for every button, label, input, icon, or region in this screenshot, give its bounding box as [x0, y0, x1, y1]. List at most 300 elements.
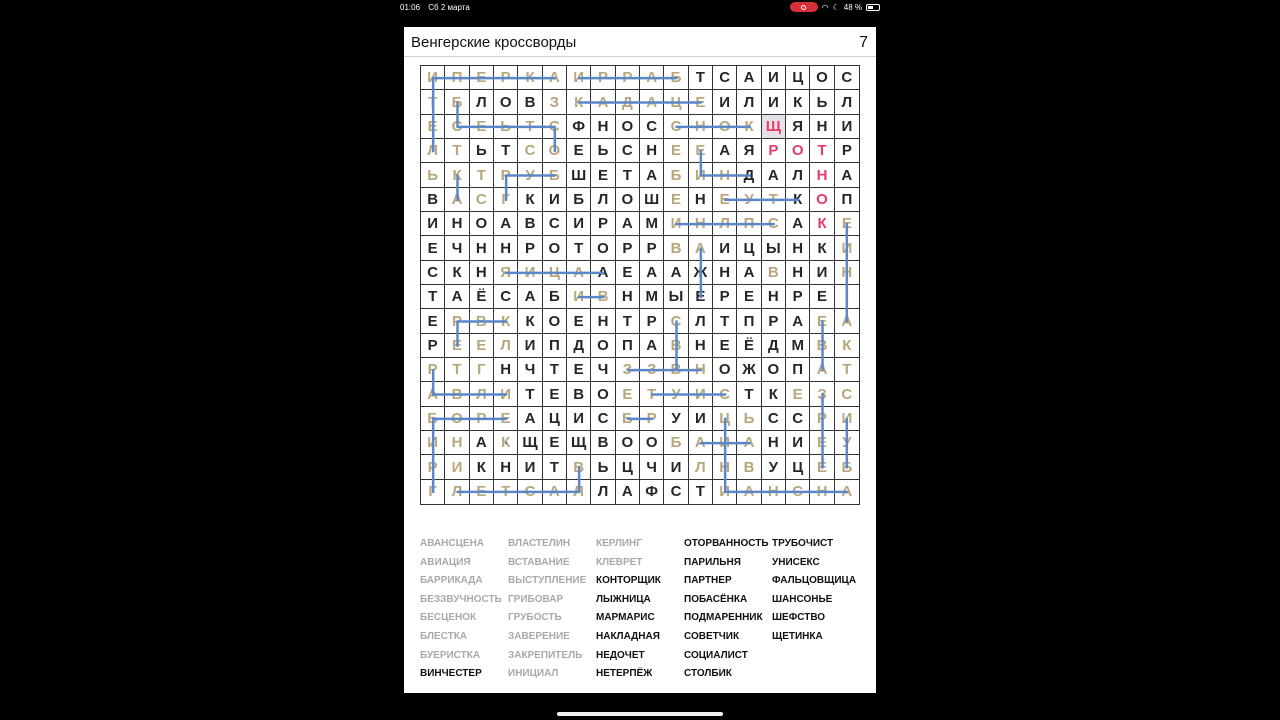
- grid-cell[interactable]: Н: [494, 358, 518, 382]
- grid-cell[interactable]: С: [640, 115, 664, 139]
- grid-cell[interactable]: Т: [567, 236, 591, 260]
- grid-cell[interactable]: Е: [616, 382, 640, 406]
- grid-cell[interactable]: К: [810, 236, 834, 260]
- grid-cell[interactable]: Ф: [640, 480, 664, 504]
- grid-cell[interactable]: О: [616, 431, 640, 455]
- grid-cell[interactable]: В: [567, 382, 591, 406]
- grid-cell[interactable]: З: [640, 358, 664, 382]
- grid-cell[interactable]: О: [810, 66, 834, 90]
- grid-cell[interactable]: А: [737, 480, 761, 504]
- grid-cell[interactable]: П: [445, 66, 469, 90]
- grid-cell[interactable]: [835, 285, 859, 309]
- grid-cell[interactable]: Т: [445, 358, 469, 382]
- grid-cell[interactable]: Л: [567, 480, 591, 504]
- grid-cell[interactable]: Н: [689, 334, 713, 358]
- grid-cell[interactable]: Б: [543, 163, 567, 187]
- grid-cell[interactable]: Н: [689, 188, 713, 212]
- grid-cell[interactable]: С: [543, 115, 567, 139]
- grid-cell[interactable]: Ы: [762, 236, 786, 260]
- grid-cell[interactable]: Е: [470, 480, 494, 504]
- grid-cell[interactable]: К: [737, 115, 761, 139]
- grid-cell[interactable]: Т: [640, 382, 664, 406]
- grid-cell[interactable]: А: [616, 212, 640, 236]
- grid-cell[interactable]: И: [713, 90, 737, 114]
- grid-cell[interactable]: Р: [591, 66, 615, 90]
- grid-cell[interactable]: В: [664, 358, 688, 382]
- grid-cell[interactable]: Л: [591, 188, 615, 212]
- home-indicator[interactable]: [557, 712, 723, 716]
- grid-cell[interactable]: Е: [810, 309, 834, 333]
- grid-cell[interactable]: А: [737, 431, 761, 455]
- grid-cell[interactable]: К: [445, 261, 469, 285]
- grid-cell[interactable]: О: [713, 115, 737, 139]
- grid-cell[interactable]: Б: [543, 285, 567, 309]
- grid-cell[interactable]: А: [737, 66, 761, 90]
- grid-cell[interactable]: А: [591, 90, 615, 114]
- grid-cell[interactable]: Н: [494, 236, 518, 260]
- grid-cell[interactable]: И: [421, 66, 445, 90]
- grid-cell[interactable]: Ш: [567, 163, 591, 187]
- grid-cell[interactable]: С: [543, 212, 567, 236]
- grid-cell[interactable]: И: [762, 66, 786, 90]
- grid-cell[interactable]: С: [664, 115, 688, 139]
- grid-cell[interactable]: С: [591, 407, 615, 431]
- grid-cell[interactable]: Н: [445, 431, 469, 455]
- grid-cell[interactable]: В: [445, 382, 469, 406]
- grid-cell[interactable]: Р: [835, 139, 859, 163]
- grid-cell[interactable]: С: [616, 139, 640, 163]
- grid-cell[interactable]: П: [737, 212, 761, 236]
- grid-cell[interactable]: Р: [518, 236, 542, 260]
- grid-cell[interactable]: И: [664, 212, 688, 236]
- grid-cell[interactable]: П: [835, 188, 859, 212]
- grid-cell[interactable]: Р: [640, 309, 664, 333]
- grid-cell[interactable]: Д: [737, 163, 761, 187]
- grid-cell[interactable]: А: [786, 212, 810, 236]
- grid-cell[interactable]: И: [835, 115, 859, 139]
- grid-cell[interactable]: Ё: [470, 285, 494, 309]
- grid-cell[interactable]: О: [494, 90, 518, 114]
- grid-cell[interactable]: В: [664, 236, 688, 260]
- grid-cell[interactable]: И: [421, 212, 445, 236]
- grid-cell[interactable]: Н: [762, 431, 786, 455]
- grid-cell[interactable]: Е: [689, 285, 713, 309]
- grid-cell[interactable]: Ы: [664, 285, 688, 309]
- grid-cell[interactable]: А: [445, 285, 469, 309]
- grid-cell[interactable]: Т: [470, 163, 494, 187]
- grid-cell[interactable]: З: [810, 382, 834, 406]
- grid-cell[interactable]: С: [470, 188, 494, 212]
- grid-cell[interactable]: Я: [494, 261, 518, 285]
- grid-cell[interactable]: Ч: [518, 358, 542, 382]
- grid-cell[interactable]: Т: [518, 382, 542, 406]
- grid-cell[interactable]: Е: [737, 285, 761, 309]
- grid-cell[interactable]: О: [543, 139, 567, 163]
- grid-cell[interactable]: Р: [616, 66, 640, 90]
- grid-cell[interactable]: А: [640, 66, 664, 90]
- grid-cell[interactable]: Щ: [567, 431, 591, 455]
- grid-cell[interactable]: Е: [713, 188, 737, 212]
- grid-cell[interactable]: Т: [616, 163, 640, 187]
- grid-cell[interactable]: С: [664, 309, 688, 333]
- grid-cell[interactable]: А: [689, 431, 713, 455]
- grid-cell[interactable]: Ц: [786, 455, 810, 479]
- grid-cell[interactable]: В: [421, 188, 445, 212]
- grid-cell[interactable]: Ч: [445, 236, 469, 260]
- grid-cell[interactable]: Ц: [713, 407, 737, 431]
- grid-cell[interactable]: Н: [762, 480, 786, 504]
- grid-cell[interactable]: Н: [591, 309, 615, 333]
- grid-cell[interactable]: Б: [445, 90, 469, 114]
- grid-cell[interactable]: Л: [713, 212, 737, 236]
- grid-cell[interactable]: В: [664, 334, 688, 358]
- grid-cell[interactable]: С: [835, 66, 859, 90]
- grid-cell[interactable]: К: [567, 90, 591, 114]
- grid-cell[interactable]: В: [518, 90, 542, 114]
- grid-cell[interactable]: Л: [470, 90, 494, 114]
- grid-cell[interactable]: Т: [421, 285, 445, 309]
- grid-cell[interactable]: Р: [762, 309, 786, 333]
- grid-cell[interactable]: А: [835, 309, 859, 333]
- grid-cell[interactable]: П: [543, 334, 567, 358]
- grid-cell[interactable]: Р: [494, 163, 518, 187]
- grid-cell[interactable]: С: [518, 480, 542, 504]
- grid-cell[interactable]: Н: [810, 115, 834, 139]
- grid-cell[interactable]: Е: [689, 139, 713, 163]
- screen-recording-icon[interactable]: [790, 2, 818, 12]
- grid-cell[interactable]: Г: [470, 358, 494, 382]
- grid-cell[interactable]: Е: [664, 188, 688, 212]
- grid-cell[interactable]: И: [713, 431, 737, 455]
- grid-cell[interactable]: Т: [421, 90, 445, 114]
- grid-cell[interactable]: С: [494, 285, 518, 309]
- grid-cell[interactable]: Р: [786, 285, 810, 309]
- grid-cell[interactable]: А: [640, 334, 664, 358]
- grid-cell[interactable]: Б: [664, 66, 688, 90]
- grid-cell[interactable]: Ч: [640, 455, 664, 479]
- grid-cell[interactable]: Е: [810, 431, 834, 455]
- grid-cell[interactable]: И: [421, 431, 445, 455]
- grid-cell[interactable]: И: [835, 236, 859, 260]
- grid-cell[interactable]: В: [470, 309, 494, 333]
- grid-cell[interactable]: Р: [421, 358, 445, 382]
- grid-cell[interactable]: Д: [567, 334, 591, 358]
- grid-cell[interactable]: Ц: [543, 407, 567, 431]
- grid-cell[interactable]: А: [445, 188, 469, 212]
- grid-cell[interactable]: О: [762, 358, 786, 382]
- grid-cell[interactable]: К: [518, 188, 542, 212]
- grid-cell[interactable]: И: [567, 66, 591, 90]
- grid-cell[interactable]: А: [786, 309, 810, 333]
- grid-cell[interactable]: И: [762, 90, 786, 114]
- grid-cell[interactable]: К: [835, 334, 859, 358]
- grid-cell[interactable]: С: [518, 139, 542, 163]
- grid-cell[interactable]: В: [762, 261, 786, 285]
- grid-cell[interactable]: Р: [591, 212, 615, 236]
- grid-cell[interactable]: Ь: [470, 139, 494, 163]
- grid-cell[interactable]: Р: [762, 139, 786, 163]
- grid-cell[interactable]: К: [445, 163, 469, 187]
- grid-cell[interactable]: О: [543, 236, 567, 260]
- grid-cell[interactable]: К: [494, 309, 518, 333]
- grid-cell[interactable]: Е: [567, 358, 591, 382]
- grid-cell[interactable]: Н: [494, 455, 518, 479]
- grid-cell[interactable]: Е: [567, 139, 591, 163]
- grid-cell[interactable]: К: [810, 212, 834, 236]
- grid-cell[interactable]: Т: [835, 358, 859, 382]
- grid-cell[interactable]: Л: [421, 139, 445, 163]
- grid-cell[interactable]: Р: [616, 236, 640, 260]
- grid-cell[interactable]: Ч: [591, 358, 615, 382]
- grid-cell[interactable]: Е: [421, 236, 445, 260]
- grid-cell[interactable]: Е: [567, 309, 591, 333]
- grid-cell[interactable]: Н: [810, 480, 834, 504]
- grid-cell[interactable]: Н: [689, 115, 713, 139]
- grid-cell[interactable]: С: [445, 115, 469, 139]
- grid-cell[interactable]: Щ: [762, 115, 786, 139]
- grid-cell[interactable]: И: [786, 431, 810, 455]
- grid-cell[interactable]: С: [835, 382, 859, 406]
- grid-cell[interactable]: М: [786, 334, 810, 358]
- grid-cell[interactable]: А: [640, 261, 664, 285]
- grid-cell[interactable]: У: [835, 431, 859, 455]
- grid-cell[interactable]: Л: [445, 480, 469, 504]
- grid-cell[interactable]: Р: [421, 455, 445, 479]
- grid-cell[interactable]: Ё: [737, 334, 761, 358]
- grid-cell[interactable]: А: [640, 163, 664, 187]
- grid-cell[interactable]: А: [841, 483, 853, 501]
- grid-cell[interactable]: А: [640, 90, 664, 114]
- grid-cell[interactable]: Е: [543, 382, 567, 406]
- grid-cell[interactable]: Я: [786, 115, 810, 139]
- grid-cell[interactable]: Л: [786, 163, 810, 187]
- grid-cell[interactable]: А: [835, 163, 859, 187]
- grid-cell[interactable]: Р: [421, 334, 445, 358]
- grid-cell[interactable]: А: [518, 407, 542, 431]
- grid-cell[interactable]: В: [567, 455, 591, 479]
- grid-cell[interactable]: К: [786, 90, 810, 114]
- grid-cell[interactable]: И: [567, 285, 591, 309]
- grid-cell[interactable]: В: [518, 212, 542, 236]
- grid-cell[interactable]: И: [567, 407, 591, 431]
- grid-cell[interactable]: О: [640, 431, 664, 455]
- grid-cell[interactable]: К: [762, 382, 786, 406]
- grid-cell[interactable]: О: [713, 358, 737, 382]
- grid-cell[interactable]: Н: [713, 163, 737, 187]
- grid-cell[interactable]: Л: [494, 334, 518, 358]
- grid-cell[interactable]: Я: [737, 139, 761, 163]
- grid-cell[interactable]: К: [518, 66, 542, 90]
- grid-cell[interactable]: И: [543, 188, 567, 212]
- grid-cell[interactable]: У: [737, 188, 761, 212]
- grid-cell[interactable]: И: [689, 407, 713, 431]
- grid-cell[interactable]: Ж: [737, 358, 761, 382]
- grid-cell[interactable]: Е: [470, 66, 494, 90]
- grid-cell[interactable]: О: [591, 236, 615, 260]
- grid-cell[interactable]: З: [543, 90, 567, 114]
- grid-cell[interactable]: И: [518, 261, 542, 285]
- grid-cell[interactable]: С: [786, 407, 810, 431]
- grid-cell[interactable]: У: [664, 382, 688, 406]
- grid-cell[interactable]: Т: [518, 115, 542, 139]
- grid-cell[interactable]: Н: [591, 115, 615, 139]
- grid-cell[interactable]: П: [737, 309, 761, 333]
- grid-cell[interactable]: Н: [835, 261, 859, 285]
- grid-cell[interactable]: А: [810, 358, 834, 382]
- grid-cell[interactable]: О: [786, 139, 810, 163]
- grid-cell[interactable]: И: [713, 480, 737, 504]
- grid-cell[interactable]: Т: [737, 382, 761, 406]
- grid-cell[interactable]: Д: [762, 334, 786, 358]
- grid-cell[interactable]: Н: [810, 163, 834, 187]
- grid-cell[interactable]: Е: [421, 309, 445, 333]
- grid-cell[interactable]: Т: [494, 480, 518, 504]
- grid-cell[interactable]: Р: [640, 236, 664, 260]
- grid-cell[interactable]: Ц: [786, 66, 810, 90]
- grid-cell[interactable]: Д: [616, 90, 640, 114]
- grid-cell[interactable]: А: [689, 236, 713, 260]
- grid-cell[interactable]: Е: [835, 212, 859, 236]
- grid-cell[interactable]: К: [494, 431, 518, 455]
- grid-cell[interactable]: С: [713, 66, 737, 90]
- grid-cell[interactable]: Е: [494, 407, 518, 431]
- grid-cell[interactable]: О: [616, 115, 640, 139]
- grid-cell[interactable]: Т: [689, 66, 713, 90]
- grid-cell[interactable]: К: [518, 309, 542, 333]
- grid-cell[interactable]: И: [494, 382, 518, 406]
- grid-cell[interactable]: А: [737, 261, 761, 285]
- grid-cell[interactable]: П: [616, 334, 640, 358]
- grid-cell[interactable]: С: [762, 407, 786, 431]
- grid-cell[interactable]: М: [640, 212, 664, 236]
- grid-cell[interactable]: У: [518, 163, 542, 187]
- grid-cell[interactable]: А: [616, 480, 640, 504]
- grid-cell[interactable]: О: [470, 212, 494, 236]
- grid-cell[interactable]: Е: [543, 431, 567, 455]
- grid-cell[interactable]: И: [518, 334, 542, 358]
- grid-cell[interactable]: Ь: [737, 407, 761, 431]
- grid-cell[interactable]: Б: [664, 431, 688, 455]
- grid-cell[interactable]: Ь: [494, 115, 518, 139]
- grid-cell[interactable]: Е: [664, 139, 688, 163]
- grid-cell[interactable]: В: [591, 431, 615, 455]
- grid-cell[interactable]: Ж: [689, 261, 713, 285]
- grid-cell[interactable]: Т: [810, 139, 834, 163]
- grid-cell[interactable]: Н: [689, 358, 713, 382]
- grid-cell[interactable]: Г: [421, 480, 445, 504]
- grid-cell[interactable]: П: [786, 358, 810, 382]
- grid-cell[interactable]: Л: [591, 480, 615, 504]
- grid-cell[interactable]: Л: [737, 90, 761, 114]
- grid-cell[interactable]: А: [762, 163, 786, 187]
- grid-cell[interactable]: Т: [543, 358, 567, 382]
- grid-cell[interactable]: И: [445, 455, 469, 479]
- grid-cell[interactable]: Б: [567, 188, 591, 212]
- grid-cell[interactable]: О: [591, 382, 615, 406]
- grid-cell[interactable]: Р: [810, 407, 834, 431]
- grid-cell[interactable]: Р: [640, 407, 664, 431]
- grid-cell[interactable]: Р: [470, 407, 494, 431]
- grid-cell[interactable]: Е: [810, 285, 834, 309]
- grid-cell[interactable]: Т: [494, 139, 518, 163]
- grid-cell[interactable]: И: [689, 382, 713, 406]
- grid-cell[interactable]: О: [591, 334, 615, 358]
- grid-cell[interactable]: И: [518, 455, 542, 479]
- grid-cell[interactable]: В: [810, 334, 834, 358]
- grid-cell[interactable]: С: [664, 480, 688, 504]
- grid-cell[interactable]: Т: [689, 480, 713, 504]
- grid-cell[interactable]: Р: [713, 285, 737, 309]
- grid-cell[interactable]: Н: [713, 455, 737, 479]
- grid-cell[interactable]: Ь: [810, 90, 834, 114]
- grid-cell[interactable]: Б: [421, 407, 445, 431]
- grid-cell[interactable]: Н: [689, 212, 713, 236]
- grid-cell[interactable]: А: [664, 261, 688, 285]
- grid-cell[interactable]: А: [543, 66, 567, 90]
- grid-cell[interactable]: Н: [640, 139, 664, 163]
- grid-cell[interactable]: Ф: [567, 115, 591, 139]
- grid-cell[interactable]: А: [543, 480, 567, 504]
- grid-cell[interactable]: Т: [616, 309, 640, 333]
- grid-cell[interactable]: И: [713, 236, 737, 260]
- grid-cell[interactable]: Е: [616, 261, 640, 285]
- grid-cell[interactable]: А: [470, 431, 494, 455]
- grid-cell[interactable]: И: [664, 455, 688, 479]
- grid-cell[interactable]: Ь: [591, 455, 615, 479]
- grid-cell[interactable]: Е: [786, 382, 810, 406]
- grid-cell[interactable]: З: [616, 358, 640, 382]
- grid-cell[interactable]: Б: [835, 455, 859, 479]
- grid-cell[interactable]: С: [762, 212, 786, 236]
- grid-cell[interactable]: А: [518, 285, 542, 309]
- grid-cell[interactable]: А: [713, 139, 737, 163]
- grid-cell[interactable]: Н: [445, 212, 469, 236]
- grid-cell[interactable]: К: [470, 455, 494, 479]
- grid-cell[interactable]: Ц: [737, 236, 761, 260]
- grid-cell[interactable]: М: [640, 285, 664, 309]
- grid-cell[interactable]: К: [786, 188, 810, 212]
- grid-cell[interactable]: Б: [664, 163, 688, 187]
- grid-cell[interactable]: У: [762, 455, 786, 479]
- grid-cell[interactable]: И: [689, 163, 713, 187]
- grid-cell[interactable]: Л: [689, 455, 713, 479]
- grid-cell[interactable]: Ь: [591, 139, 615, 163]
- grid-cell[interactable]: И: [567, 212, 591, 236]
- grid-cell[interactable]: Н: [786, 261, 810, 285]
- grid-cell[interactable]: О: [810, 188, 834, 212]
- grid-cell[interactable]: Ц: [543, 261, 567, 285]
- grid-cell[interactable]: Б: [616, 407, 640, 431]
- grid-cell[interactable]: С: [786, 480, 810, 504]
- grid-cell[interactable]: Ш: [640, 188, 664, 212]
- grid-cell[interactable]: Е: [470, 115, 494, 139]
- grid-cell[interactable]: А: [421, 382, 445, 406]
- grid-cell[interactable]: Ц: [664, 90, 688, 114]
- grid-cell[interactable]: А: [591, 261, 615, 285]
- grid-cell[interactable]: И: [810, 261, 834, 285]
- grid-cell[interactable]: Н: [786, 236, 810, 260]
- grid-cell[interactable]: Т: [445, 139, 469, 163]
- grid-cell[interactable]: О: [543, 309, 567, 333]
- grid-cell[interactable]: Ц: [616, 455, 640, 479]
- grid-cell[interactable]: С: [713, 382, 737, 406]
- grid-cell[interactable]: Т: [762, 188, 786, 212]
- grid-cell[interactable]: Н: [713, 261, 737, 285]
- grid-cell[interactable]: Р: [445, 309, 469, 333]
- letter-grid[interactable]: [420, 65, 860, 505]
- grid-cell[interactable]: В: [737, 455, 761, 479]
- grid-cell[interactable]: Ь: [421, 163, 445, 187]
